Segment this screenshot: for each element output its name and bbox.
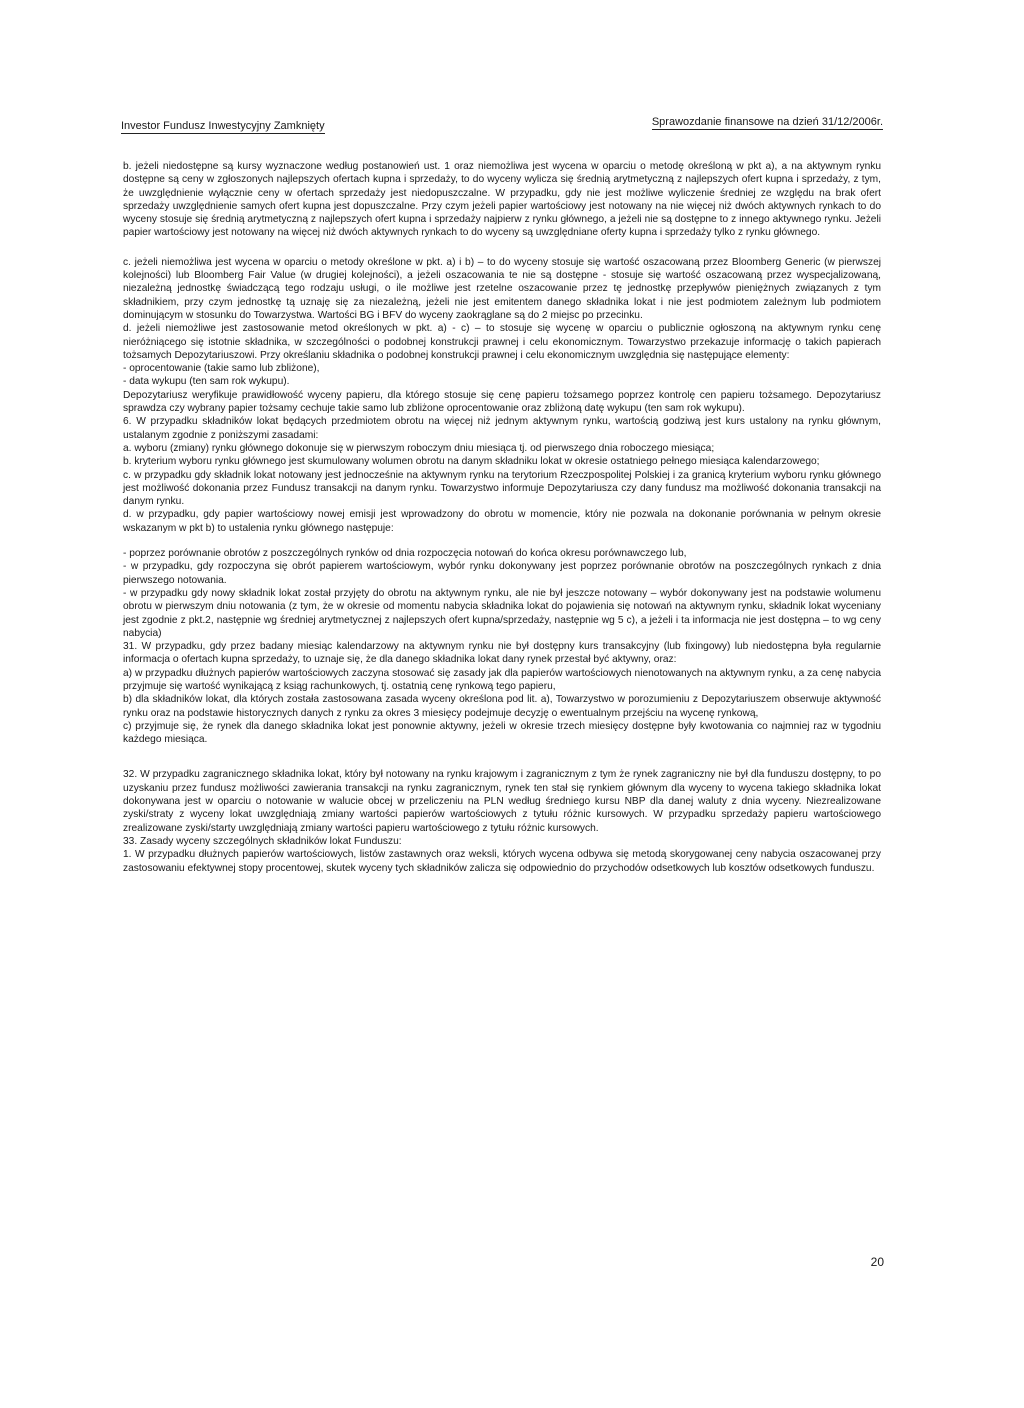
paragraph-31b: b) dla składników lokat, dla których została zastosowana zasada wyceny określona pod lit. a), Towarzystwo w porozumieniu z Depozytariuszem obserwuje aktywność rynku oraz na podstawie historycznych danych z rynku za okres 3 miesięcy podejmuje decyzję o ewentualnym przejściu na wycenę rynkową,: [123, 694, 881, 719]
paragraph-depozytariusz: Depozytariusz weryfikuje prawidłowość wyceny papieru, dla którego stosuje się cenę papieru tożsamego poprzez kontrolę cen papieru tożsamego. Depozytariusz sprawdza czy wybrany papier tożsamy cechuje takie samo lub zbliżone oprocentowanie oraz zbliżoną datę wykupu (ten sam rok wykupu).: [123, 389, 881, 415]
paragraph-6: 6. W przypadku składników lokat będących przedmiotem obrotu na więcej niż jednym aktywnym rynku, wartością godziwą jest kurs ustalony na rynku głównym, ustalanym zgodnie z poniższymi zasadami:: [123, 416, 881, 441]
paragraph-d: d. jeżeli niemożliwe jest zastosowanie metod określonych w pkt. a) - c) – to stosuje się wycenę w oparciu o publicznie ogłoszoną na aktywnym rynku cenę nieróżniącego się istotnie składnika, w szczególności o podobnej konstrukcji prawnej i celu ekonomicznym. Towarzystwo przekazuje informację o takich papierach tożsamych Depozytariuszowi. Przy określaniu składnika o podobnej konstrukcji prawnej i celu ekonomicznym uwzględnia się następujące elementy:: [123, 323, 881, 361]
page-header: [121, 116, 883, 134]
paragraph-c: c. jeżeli niemożliwa jest wycena w oparciu o metody określone w pkt. a) i b) – to do wyceny stosuje się wartość oszacowaną przez Bloomberg Generic (w pierwszej kolejności) lub Bloomberg Fair Value (w drugiej kolejności), a jeżeli oszacowania te nie są dostępne - stosuje się wartość oszacowaną przez wyspecjalizowaną, niezależną jednostkę świadczącą tego rodzaju usługi, o ile możliwe jest rzetelne oszacowanie przez tę jednostkę przepływów pieniężnych związanych z tym składnikiem, przy czym jednostkę tą uznaję się za niezależną, jeżeli nie jest emitentem danego składnika lokat i nie jest podmiotem zależnym lub podmiotem dominującym w stosunku do Towarzystwa. Wartości BG i BFV do wyceny zaokrąglane są do 2 miejsc po przecinku.: [123, 256, 881, 321]
paragraph-6a: a. wyboru (zmiany) rynku głównego dokonuje się w pierwszym roboczym dniu miesiąca tj. od pierwszego dnia roboczego miesiąca;: [123, 442, 715, 454]
paragraph-31: 31. W przypadku, gdy przez badany miesiąc kalendarzowy na aktywnym rynku nie był dostępny kurs transakcyjny (lub fixingowy) lub niedostępna była regularnie informacja o ofertach kupna sprzedaży, to uznaje się, że dla danego składnika lokat dany rynek przestał być aktywny, oraz:: [123, 641, 881, 666]
header-report-title: Sprawozdanie finansowe na dzień 31/12/2006r.: [651, 116, 883, 128]
header-fund-name: Investor Fundusz Inwestycyjny Zamknięty: [121, 120, 325, 132]
list-item: - w przypadku, gdy rozpoczyna się obrót papierem wartościowym, wybór rynku dokonywany jest poprzez porównanie obrotów na poszczególnych rynkach z dnia pierwszego notowania.: [123, 561, 881, 586]
paragraph-6d: d. w przypadku, gdy papier wartościowy nowej emisji jest wprowadzony do obrotu w momencie, który nie pozwala na dokonanie porównania w pełnym okresie wskazanym w pkt b) to ustalenia rynku głównego następuje:: [123, 509, 881, 534]
paragraph-b: b. jeżeli niedostępne są kursy wyznaczone według postanowień ust. 1 oraz niemożliwa jest wycena w oparciu o metodę określoną w pkt a), a na aktywnym rynku dostępne są ceny w zgłoszonych najlepszych ofertach kupna i sprzedaży, to do wyceny wylicza się średnią arytmetyczną z najlepszych ofert kupna i sprzedaży, z tym, że uwzględnienie wyłącznie ceny w ofertach sprzedaży jest niedopuszczalne. W przypadku, gdy nie jest możliwe wyliczenie średniej ze względu na brak ofert sprzedaży uwzględnienie samych ofert kupna jest dopuszczalne. Przy czym jeżeli papier wartościowy jest notowany na nie więcej niż dwóch aktywnych rynkach to do wyceny stosuje się średnią arytmetyczną z najlepszych ofert kupna i sprzedaży najpierw z rynku głównego, a jeżeli nie są dostępne to z innego aktywnego rynku. Jeżeli papier wartościowy jest notowany na więcej niż dwóch aktywnych rynkach to do wyceny są uwzględniane oferty kupna i sprzedaży tylko z rynku głównego.: [123, 161, 881, 239]
paragraph-32: 32. W przypadku zagranicznego składnika lokat, który był notowany na rynku krajowym i zagranicznym z tym że rynek zagraniczny nie był dla funduszu dostępny, to po uzyskaniu przez fundusz możliwości zawierania transakcji na rynku zagranicznym, rynek ten stał się rynkiem głównym dla wyceny to wycena takiego składnika lokat dokonywana jest w oparciu o notowanie w walucie obcej w przeliczeniu na PLN według średniego kursu NBP dla danej waluty z dnia wyceny. Niezrealizowane zyski/straty z wyceny lokat uwzględniają zmiany wartości papierów wartościowych z tytułu różnic kursowych. W przypadku sprzedaży papieru wartościowego zrealizowane zyski/starty uwzględniają zmiany wartości papieru wartościowego z tytułu różnic kursowych.: [123, 769, 881, 834]
list-item: - oprocentowanie (takie samo lub zbliżone),: [123, 363, 320, 375]
paragraph-31a: a) w przypadku dłużnych papierów wartościowych zaczyna stosować się zasady jak dla papierów wartościowych nienotowanych na aktywnym rynku, a za cenę nabycia przyjmuje się wartość wynikającą z ksiąg rachunkowych, tj. ostatnią cenę rynkową tego papieru,: [123, 667, 881, 692]
list-item: - data wykupu (ten sam rok wykupu).: [123, 376, 290, 388]
list-item: - w przypadku gdy nowy składnik lokat został przyjęty do obrotu na aktywnym rynku, ale nie był jeszcze notowany – wybór dokonywany jest na podstawie wolumenu obrotu w pierwszym dniu notowania (z tym, że w okresie od momentu nabycia składnika lokat do pojawienia się notowań na aktywnym rynku, składnik lokat wyceniany jest zgodnie z pkt.2, następnie wg średniej arytmetycznej z najlepszych ofert kupna/sprzedaży, następnie wg 5 c), a jeżeli i ta informacja nie jest dostępna – to wg ceny nabycia): [123, 587, 881, 639]
paragraph-33-1: 1. W przypadku dłużnych papierów wartościowych, listów zastawnych oraz weksli, których wycena odbywa się metodą skorygowanej ceny nabycia oszacowanej przy zastosowaniu efektywnej stopy procentowej, skutek wyceny tych składników zalicza się odpowiednio do przychodów odsetkowych lub kosztów odsetkowych funduszu.: [123, 849, 881, 874]
list-item: - poprzez porównanie obrotów z poszczególnych rynków od dnia rozpoczęcia notowań do końca okresu porównawczego lub,: [123, 548, 687, 560]
page-number: 20: [870, 1255, 884, 1269]
paragraph-33: 33. Zasady wyceny szczególnych składników lokat Funduszu:: [123, 835, 402, 847]
paragraph-6c: c. w przypadku gdy składnik lokat notowany jest jednocześnie na aktywnym rynku na terytorium Rzeczpospolitej Polskiej i za granicą kryterium wyboru rynku głównego jest możliwość dokonania przez Fundusz transakcji na danym rynku. Towarzystwo informuje Depozytariusza czy dany fundusz ma możliwość dokonania transakcji na danym rynku.: [123, 469, 881, 508]
document-body: [123, 160, 881, 875]
paragraph-31c: c) przyjmuje się, że rynek dla danego składnika lokat jest ponownie aktywny, jeżeli w okresie trzech miesięcy dostępne były kwotowania co najmniej raz w tygodniu każdego miesiąca.: [123, 720, 881, 746]
paragraph-6b: b. kryterium wyboru rynku głównego jest skumulowany wolumen obrotu na danym składniku lokat w okresie ostatniego pełnego miesiąca kalendarzowego;: [123, 456, 820, 468]
